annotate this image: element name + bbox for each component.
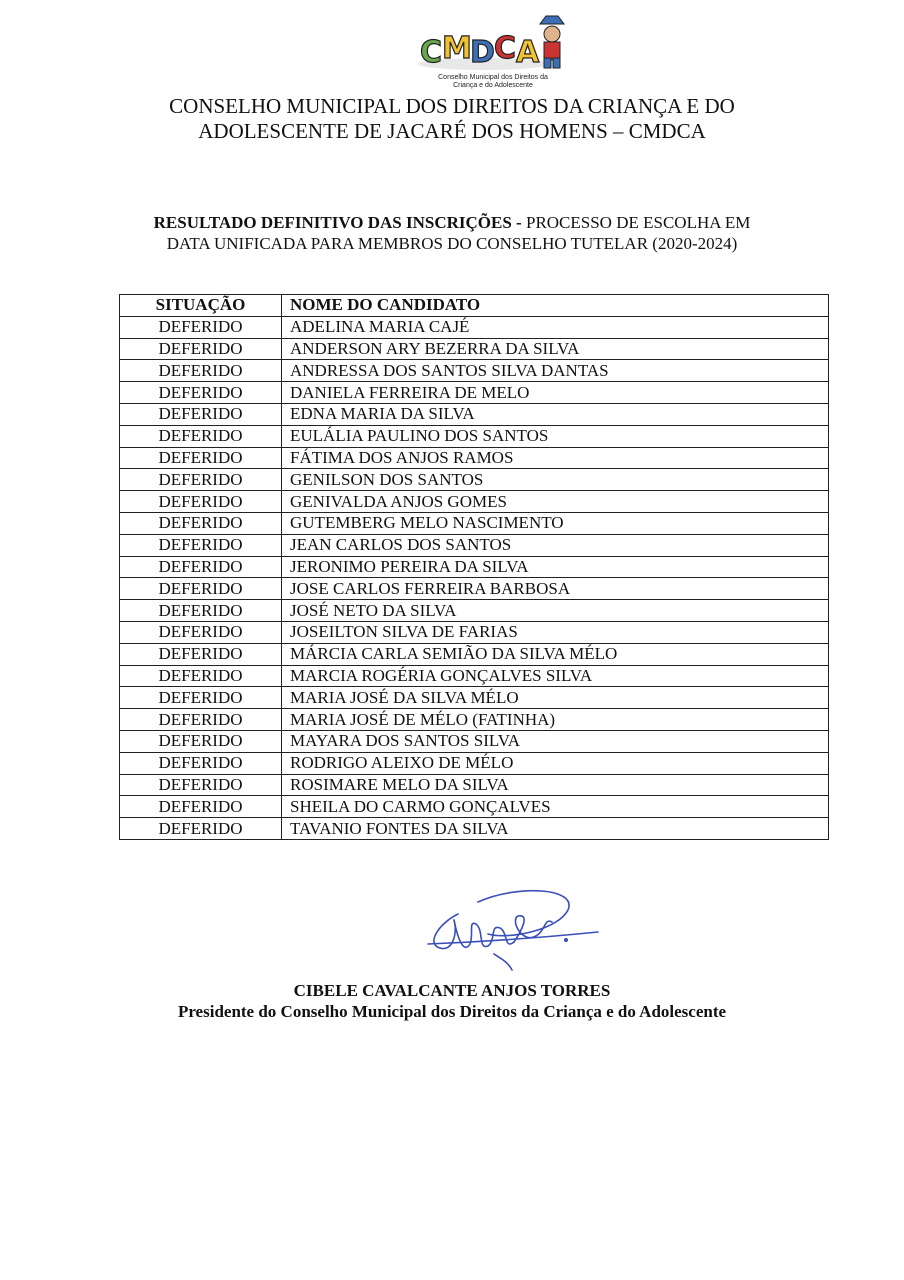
row-status: DEFERIDO	[120, 818, 282, 840]
logo-caption-line1: Conselho Municipal dos Direitos da	[438, 74, 548, 81]
row-status: DEFERIDO	[120, 512, 282, 534]
table-row	[120, 425, 829, 447]
row-name: SHEILA DO CARMO GONÇALVES	[282, 796, 829, 818]
candidates-table-body	[120, 316, 829, 839]
signature-scribble	[418, 884, 618, 974]
logo-caption	[412, 74, 574, 90]
header-status: SITUAÇÃO	[120, 295, 282, 317]
result-heading-line2: DATA UNIFICADA PARA MEMBROS DO CONSELHO TUTELAR (2020-2024)	[166, 234, 738, 253]
row-name: ROSIMARE MELO DA SILVA	[282, 774, 829, 796]
table-row	[120, 730, 829, 752]
row-status: DEFERIDO	[120, 360, 282, 382]
table-row	[120, 600, 829, 622]
row-name: TAVANIO FONTES DA SILVA	[282, 818, 829, 840]
row-status: DEFERIDO	[120, 665, 282, 687]
row-status: DEFERIDO	[120, 600, 282, 622]
row-status: DEFERIDO	[120, 491, 282, 513]
row-status: DEFERIDO	[120, 709, 282, 731]
row-name: GENILSON DOS SANTOS	[282, 469, 829, 491]
row-status: DEFERIDO	[120, 316, 282, 338]
table-row	[120, 447, 829, 469]
row-status: DEFERIDO	[120, 774, 282, 796]
logo-caption-line2: Criança e do Adolescente	[453, 82, 533, 89]
row-name: RODRIGO ALEIXO DE MÉLO	[282, 752, 829, 774]
table-row	[120, 774, 829, 796]
row-status: DEFERIDO	[120, 752, 282, 774]
table-row	[120, 556, 829, 578]
council-title-line2: ADOLESCENTE DE JACARÉ DOS HOMENS – CMDCA	[198, 119, 706, 143]
table-row	[120, 316, 829, 338]
table-row	[120, 512, 829, 534]
row-name: DANIELA FERREIRA DE MELO	[282, 382, 829, 404]
table-row	[120, 665, 829, 687]
row-name: EDNA MARIA DA SILVA	[282, 403, 829, 425]
council-title-line1: CONSELHO MUNICIPAL DOS DIREITOS DA CRIANÇA E DO	[169, 94, 735, 118]
table-row	[120, 621, 829, 643]
row-status: DEFERIDO	[120, 382, 282, 404]
table-row	[120, 338, 829, 360]
row-status: DEFERIDO	[120, 447, 282, 469]
header-name: NOME DO CANDIDATO	[282, 295, 829, 317]
table-header-row	[120, 295, 829, 317]
row-status: DEFERIDO	[120, 338, 282, 360]
council-title	[0, 94, 904, 144]
row-name: FÁTIMA DOS ANJOS RAMOS	[282, 447, 829, 469]
row-name: MÁRCIA CARLA SEMIÃO DA SILVA MÉLO	[282, 643, 829, 665]
svg-text:D: D	[470, 35, 495, 70]
row-name: MAYARA DOS SANTOS SILVA	[282, 730, 829, 752]
row-status: DEFERIDO	[120, 469, 282, 491]
row-status: DEFERIDO	[120, 643, 282, 665]
svg-text:C: C	[420, 35, 443, 70]
signatory-name: CIBELE CAVALCANTE ANJOS TORRES	[293, 981, 611, 1000]
row-name: ANDRESSA DOS SANTOS SILVA DANTAS	[282, 360, 829, 382]
row-name: JOSÉ NETO DA SILVA	[282, 600, 829, 622]
table-row	[120, 796, 829, 818]
table-row	[120, 709, 829, 731]
row-name: MARIA JOSÉ DE MÉLO (FATINHA)	[282, 709, 829, 731]
row-name: GUTEMBERG MELO NASCIMENTO	[282, 512, 829, 534]
table-row	[120, 752, 829, 774]
result-heading-rest: PROCESSO DE ESCOLHA EM	[521, 213, 751, 232]
row-status: DEFERIDO	[120, 534, 282, 556]
row-status: DEFERIDO	[120, 796, 282, 818]
table-row	[120, 687, 829, 709]
table-row	[120, 491, 829, 513]
handwritten-signature	[418, 884, 618, 974]
svg-text:C: C	[494, 31, 517, 66]
row-status: DEFERIDO	[120, 578, 282, 600]
table-row	[120, 578, 829, 600]
table-row	[120, 643, 829, 665]
row-name: GENIVALDA ANJOS GOMES	[282, 491, 829, 513]
signatory-role: Presidente do Conselho Municipal dos Direitos da Criança e do Adolescente	[177, 1002, 727, 1021]
table-row	[120, 360, 829, 382]
row-status: DEFERIDO	[120, 730, 282, 752]
svg-text:M: M	[442, 31, 472, 66]
row-name: EULÁLIA PAULINO DOS SANTOS	[282, 425, 829, 447]
row-name: ANDERSON ARY BEZERRA DA SILVA	[282, 338, 829, 360]
result-heading	[60, 212, 844, 254]
row-name: MARIA JOSÉ DA SILVA MÉLO	[282, 687, 829, 709]
cmdca-logo-graphic	[412, 12, 574, 74]
row-name: JEAN CARLOS DOS SANTOS	[282, 534, 829, 556]
candidates-table	[119, 294, 829, 840]
row-name: JERONIMO PEREIRA DA SILVA	[282, 556, 829, 578]
row-name: MARCIA ROGÉRIA GONÇALVES SILVA	[282, 665, 829, 687]
table-row	[120, 469, 829, 491]
table-row	[120, 403, 829, 425]
row-status: DEFERIDO	[120, 687, 282, 709]
table-row	[120, 534, 829, 556]
row-status: DEFERIDO	[120, 621, 282, 643]
table-row	[120, 818, 829, 840]
table-row	[120, 382, 829, 404]
row-status: DEFERIDO	[120, 403, 282, 425]
result-heading-bold: RESULTADO DEFINITIVO DAS INSCRIÇÕES -	[153, 213, 522, 232]
row-status: DEFERIDO	[120, 556, 282, 578]
row-status: DEFERIDO	[120, 425, 282, 447]
row-name: JOSEILTON SILVA DE FARIAS	[282, 621, 829, 643]
svg-text:A: A	[516, 35, 540, 70]
row-name: ADELINA MARIA CAJÉ	[282, 316, 829, 338]
row-name: JOSE CARLOS FERREIRA BARBOSA	[282, 578, 829, 600]
